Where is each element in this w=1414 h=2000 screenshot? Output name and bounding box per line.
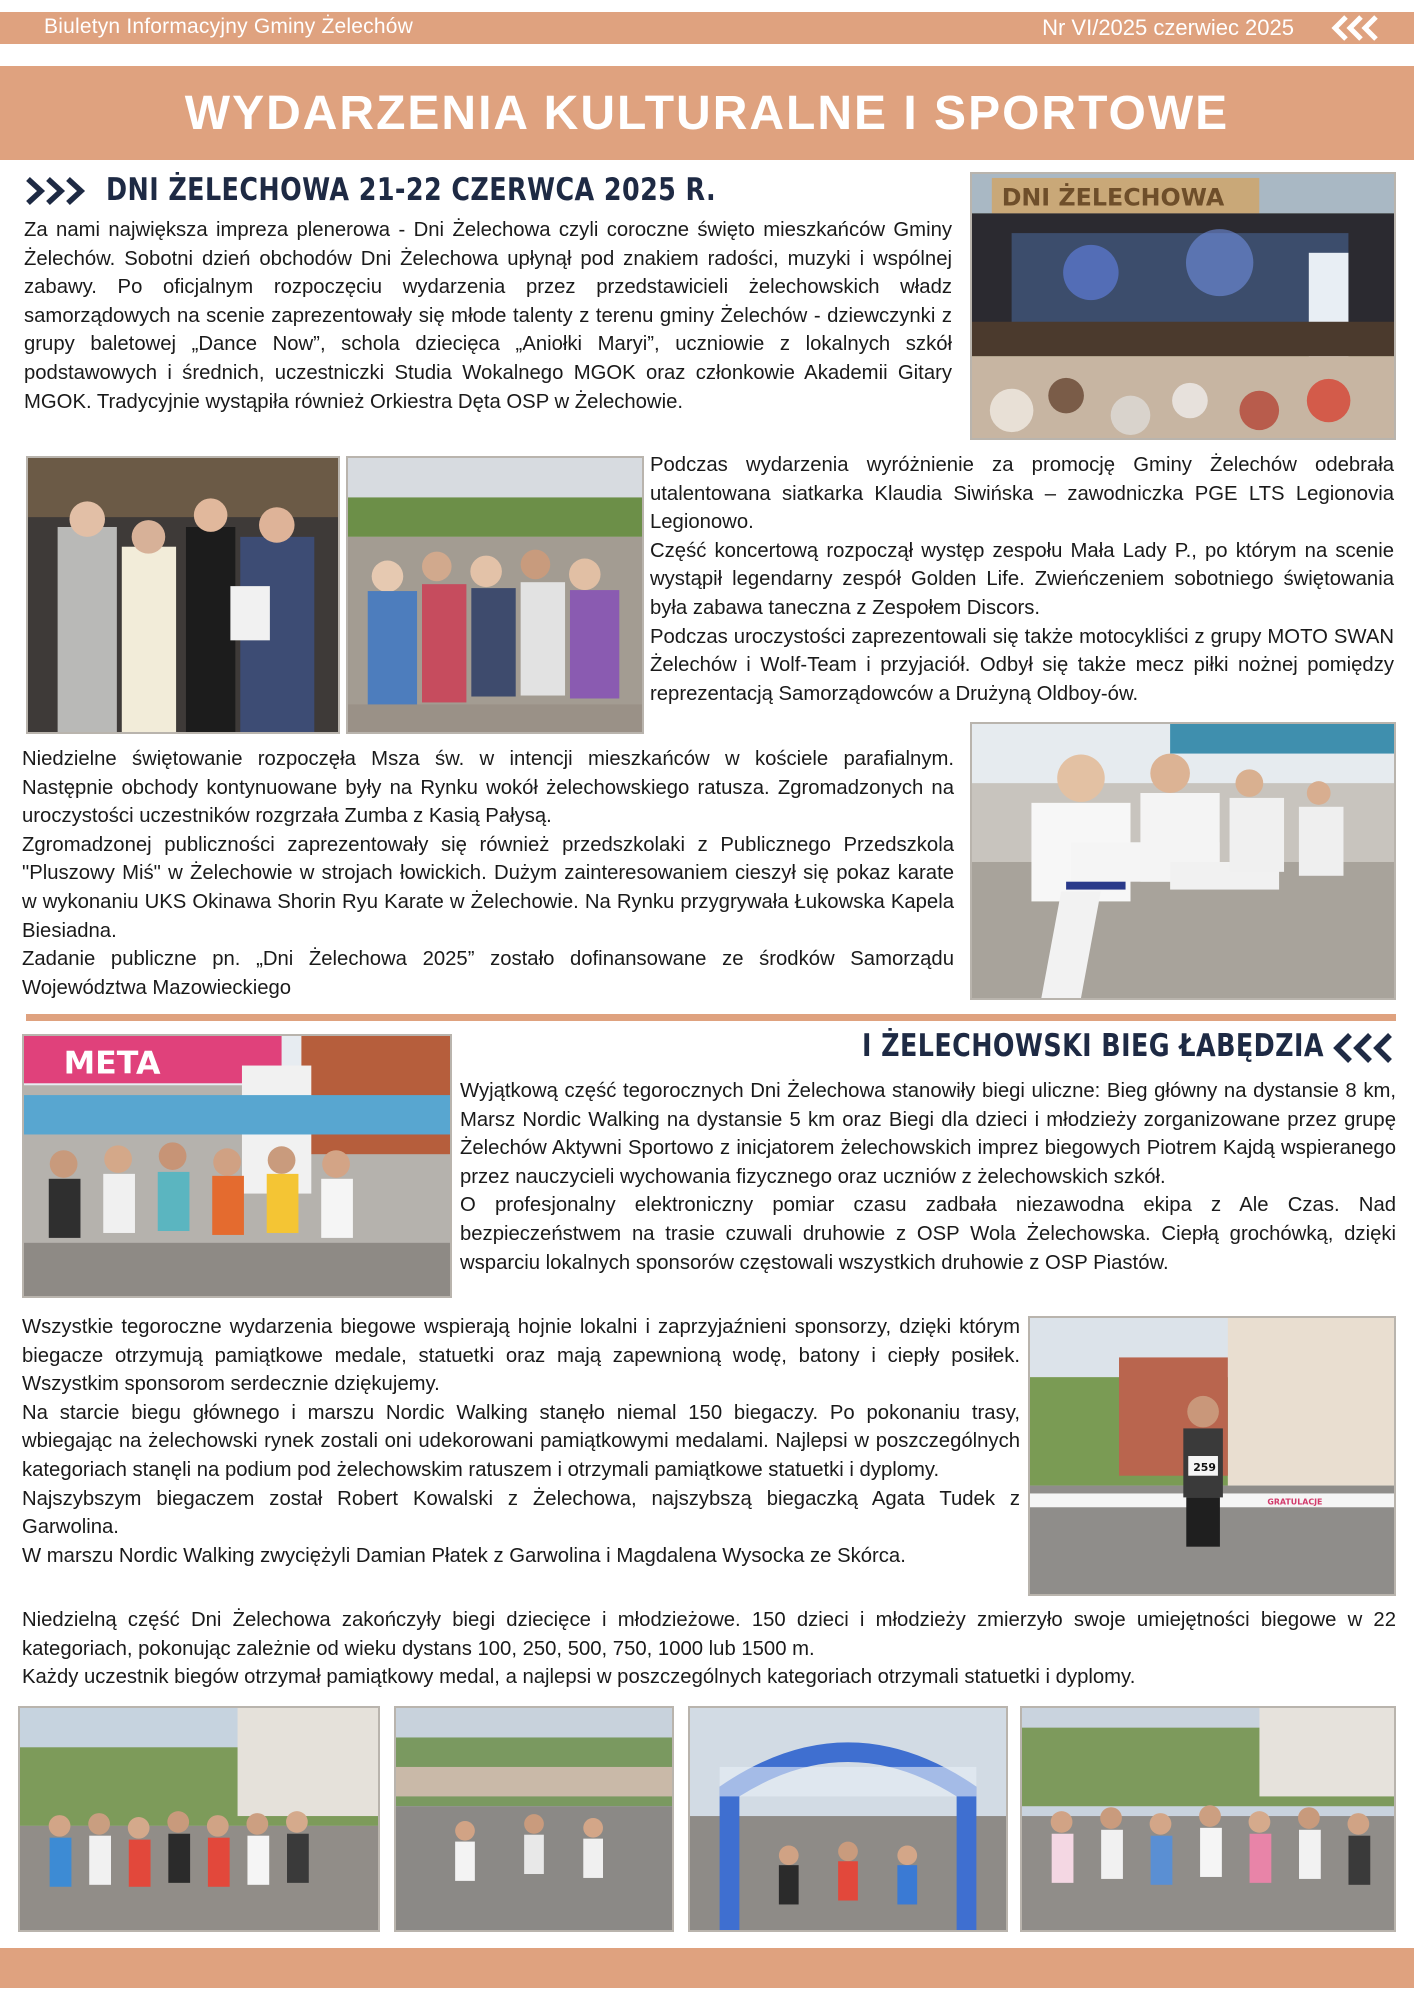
finish-line-photo	[1028, 1316, 1396, 1596]
finish-tape-text: GRATULACJE	[1267, 1497, 1323, 1507]
article2-intro	[460, 1077, 1396, 1277]
section-banner	[0, 66, 1414, 160]
triple-chevron-left-icon	[1330, 1030, 1396, 1066]
paragraph: Niedzielne świętowanie rozpoczęła Msza św. w intencji mieszkańców w kościele parafialnym. Następnie obchody kontynuowane były na Rynku wokół żelechowskiego ratusza. Zgromadzonych na uroczystości uczestników rozgrzała Zumba z Kasią Pałysą.	[22, 748, 954, 828]
kids-start-arch-photo	[688, 1706, 1008, 1932]
footer-bar	[0, 1948, 1414, 1988]
paragraph: O profesjonalny elektroniczny pomiar czasu zadbała niezawodna ekipa z Ale Czas. Nad bezpieczeństwem na trasie czuwali druhowie z OSP Wola Żelechowska. Ciepłą grochówką, dzięki wsparciu lokalnych sponsorów częstowali wszystkich druhowie z OSP Piastów.	[460, 1194, 1396, 1274]
paragraph: Niedzielną część Dni Żelechowa zakończyły biegi dziecięce i młodzieżowe. 150 dzieci i młodzieży zmierzyło swoje umiejętności biegowe w 22 kategoriach, pokonując zależnie od wieku dystans 100, 250, 500, 750, 1000 lub 1500 m.	[22, 1609, 1396, 1660]
paragraph: W marszu Nordic Walking zwyciężyli Damian Płatek z Garwolina i Magdalena Wysocka ze Skórca.	[22, 1544, 906, 1567]
paragraph: Zadanie publiczne pn. „Dni Żelechowa 2025” zostało dofinansowane ze środków Samorządu Województwa Mazowieckiego	[22, 948, 954, 999]
paragraph: Zgromadzonej publiczności zaprezentowały się również przedszkolaki z Publicznego Przedszkola "Pluszowy Miś" w Żelechowie w strojach łowickich. Dużym zainteresowaniem cieszył się pokaz karate w wykonaniu UKS Okinawa Shorin Ryu Karate w Żelechowie. Na Rynku przygrywała Łukowska Kapela Biesiadna.	[22, 833, 954, 942]
bulletin-title: Biuletyn Informacyjny Gminy Żelechów	[44, 15, 413, 38]
issue-number: Nr VI/2025 czerwiec 2025	[1042, 15, 1294, 40]
paragraph: Wyjątkową część tegorocznych Dni Żelechowa stanowiły biegi uliczne: Bieg główny na dystansie 8 km, Marsz Nordic Walking na dystansie 5 km oraz Biegi dla dzieci i młodzieży zorganizowane przez grupę Żelechów Aktywni Sportowo z inicjatorem żelechowskich imprez biegowych Piotrem Kajdą wspieranego przez nauczycieli wychowania fizycznego oraz uczniów z żelechowskich szkół.	[460, 1080, 1396, 1188]
article1-sunday-text	[22, 745, 954, 1002]
karate-show-photo	[970, 722, 1396, 1000]
finish-arch-sign: META	[63, 1045, 161, 1082]
paragraph: Za nami największa impreza plenerowa - Dni Żelechowa czyli coroczne święto mieszkańców Gminy Żelechów. Sobotni dzień obchodów Dni Żelechowa upłynął pod znakiem radości, muzyki i wspólnej zabawy. Po oficjalnym rozpoczęciu wydarzenia przez przedstawicieli żelechowskich władz samorządowych na scenie zaprezentowały się młode talenty z terenu gminy Żelechów - dziewczynki z grupy baletowej „Dance Now”, schola dziecięca „Aniołki Maryi”, uczniowie z lokalnych szkół podstawowych i średnich, uczestniczki Studia Wokalnego MGOK oraz członkowie Akademii Gitary MGOK. Tradycyjnie wystąpiła również Orkiestra Dęta OSP w Żelechowie.	[24, 219, 952, 413]
audience-photo	[346, 456, 644, 734]
header-bar	[0, 12, 1414, 44]
paragraph: Podczas uroczystości zaprezentowali się także motocykliści z grupy MOTO SWAN Żelechów i Wolf-Team i przyjaciół. Odbył się także mecz piłki nożnej pomiędzy reprezentacją Samorządowców a Drużyną Oldboy-ów.	[650, 625, 1394, 705]
paragraph: Na starcie biegu głównego i marszu Nordic Walking stanęło niemal 150 biegaczy. Po pokonaniu trasy, wbiegając na żelechowski rynek zostali oni udekorowani pamiątkowymi medalami. Najlepsi w poszczególnych kategoriach stanęli na podium pod żelechowskim ratuszem i otrzymali pamiątkowe statuetki i dyplomy.	[22, 1401, 1020, 1481]
kids-running-photo	[394, 1706, 674, 1932]
kids-crowd-photo	[1020, 1706, 1396, 1932]
paragraph: Wszystkie tegoroczne wydarzenia biegowe wspierają hojnie lokalni i zaprzyjaźnieni sponsorzy, dzięki którym biegacze otrzymują pamiątkowe medale, statuetki oraz mają zapewnioną wodę, batony i ciepły posiłek. Wszystkim sponsorom serdecznie dziękujemy.	[22, 1316, 1020, 1396]
paragraph: Część koncertową rozpoczął występ zespołu Mała Lady P., po którym na scenie wystąpił legendarny zespół Golden Life. Zwieńczeniem sobotniego świętowania była zabawa taneczna z Zespołem Discors.	[650, 539, 1394, 619]
article-heading-dni-zelechowa: DNI ŻELECHOWA 21-22 CZERWCA 2025 R.	[106, 172, 717, 208]
paragraph: Każdy uczestnik biegów otrzymał pamiątkowy medal, a najlepsi w poszczególnych kategoriach otrzymali statuetki i dyplomy.	[22, 1666, 1136, 1689]
kids-group-photo	[18, 1706, 380, 1932]
article1-right-column	[650, 451, 1394, 708]
stage-sign-text: DNI ŻELECHOWA	[1001, 183, 1225, 212]
paragraph: Podczas wydarzenia wyróżnienie za promocję Gminy Żelechów odebrała utalentowana siatkarka Klaudia Siwińska – zawodniczka PGE LTS Legionovia Legionowo.	[650, 454, 1394, 534]
article1-intro	[24, 216, 952, 416]
article2-kids-runs	[22, 1606, 1396, 1692]
section-title: WYDARZENIA KULTURALNE I SPORTOWE	[184, 87, 1230, 140]
concert-stage-photo	[970, 172, 1396, 440]
run-start-photo	[22, 1034, 452, 1298]
paragraph: Najszybszym biegaczem został Robert Kowalski z Żelechowa, najszybszą biegaczką Agata Tudek z Garwolina.	[22, 1487, 1020, 1539]
runner-bib-number: 259	[1193, 1460, 1216, 1474]
triple-chevron-left-icon	[1330, 14, 1382, 42]
article-heading-bieg-labedzia: I ŻELECHOWSKI BIEG ŁABĘDZIA	[862, 1028, 1324, 1064]
award-ceremony-photo	[26, 456, 340, 734]
section-divider	[26, 1014, 1396, 1021]
triple-chevron-right-icon	[24, 174, 88, 208]
article2-results	[22, 1313, 1020, 1570]
